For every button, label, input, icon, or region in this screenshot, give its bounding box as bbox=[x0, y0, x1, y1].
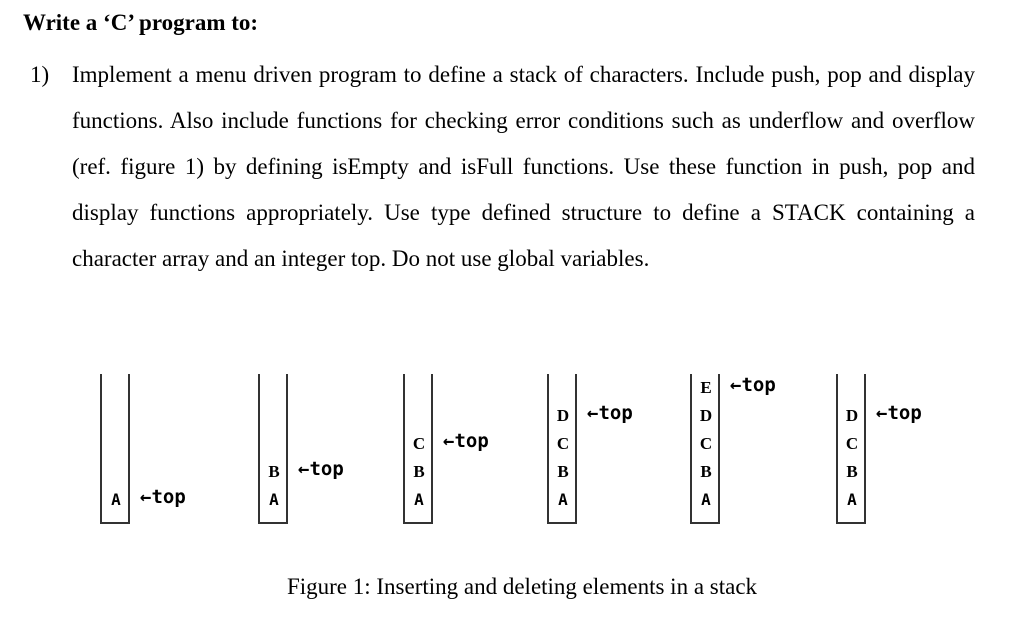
page-title: Write a ‘C’ program to: bbox=[23, 10, 259, 35]
figure-caption: Figure 1: Inserting and deleting elements in a stack bbox=[286, 574, 758, 599]
item-text: Implement a menu driven program to define a stack of characters. Include push, pop and display functions. Also include functions for checking error conditions such as underflow and overflow (ref. figure 1) by defining isEmpty and isFull functions. Use these function in push, pop and display functions appropriately. Use type defined structure to define a STACK containing a character array and an integer top. Do not use global variables. bbox=[72, 62, 975, 271]
stack-element: B bbox=[268, 462, 280, 481]
stack-element: A bbox=[414, 490, 424, 509]
stack-element: D bbox=[845, 406, 859, 425]
stack-element: B bbox=[557, 462, 569, 481]
top-pointer-label: ←top bbox=[298, 458, 344, 480]
stack-element: B bbox=[700, 462, 712, 481]
top-pointer-label: ←top bbox=[140, 486, 186, 508]
stack-element: C bbox=[699, 434, 713, 453]
stack-element: D bbox=[699, 406, 713, 425]
stack-element: B bbox=[846, 462, 858, 481]
stack-element: A bbox=[847, 490, 857, 509]
stack-element: D bbox=[556, 406, 570, 425]
item-number: 1) bbox=[30, 62, 50, 87]
stack-element: B bbox=[413, 462, 425, 481]
stack-element: A bbox=[701, 490, 711, 509]
top-pointer-label: ←top bbox=[443, 430, 489, 452]
stack-element: C bbox=[845, 434, 859, 453]
stack-element: A bbox=[558, 490, 568, 509]
stack-element: C bbox=[412, 434, 426, 453]
top-pointer-label: ←top bbox=[730, 374, 776, 396]
stack-element: A bbox=[269, 490, 279, 509]
stack-element: E bbox=[700, 378, 712, 397]
stack-element: A bbox=[111, 490, 121, 509]
stack-figure bbox=[0, 360, 1024, 540]
top-pointer-label: ←top bbox=[587, 402, 633, 424]
stack-element: C bbox=[556, 434, 570, 453]
top-pointer-label: ←top bbox=[876, 402, 922, 424]
